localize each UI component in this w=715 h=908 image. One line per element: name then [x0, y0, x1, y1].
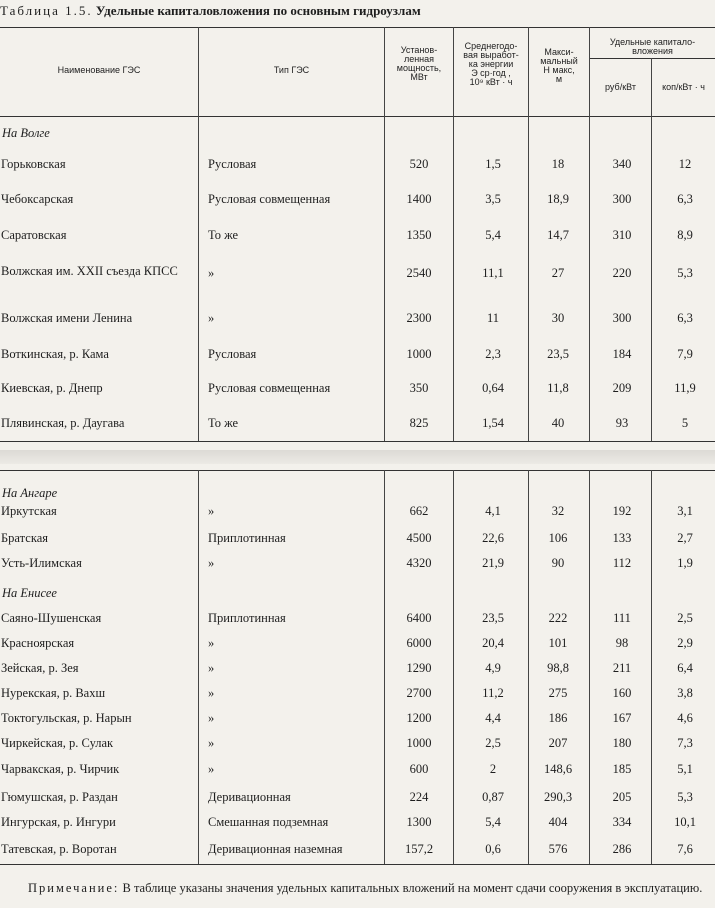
header-head-line: м: [555, 74, 563, 84]
capital-rub-per-kw: 209: [612, 381, 632, 395]
col-rule-3: [453, 27, 454, 441]
max-head: 207: [548, 736, 568, 750]
table-caption: [0, 3, 421, 19]
station-name: Саратовская: [1, 228, 67, 242]
header-bottom-rule: [0, 116, 715, 117]
annual-energy: 11,1: [482, 266, 504, 280]
capital-kop-per-kwh: 1,9: [677, 556, 693, 570]
col-rule-5-lower: [589, 470, 590, 864]
capital-kop-per-kwh: 5,1: [677, 762, 693, 776]
header-power-line: мощность,: [396, 63, 442, 73]
capital-kop-per-kwh: 6,4: [677, 661, 693, 675]
station-type: Русловая: [208, 157, 257, 171]
installed-power: 1400: [406, 192, 432, 206]
capital-kop-per-kwh: 8,9: [677, 228, 693, 242]
station-type: »: [208, 736, 215, 750]
header-name: Наименование ГЭС: [57, 65, 141, 75]
annual-energy: 4,9: [485, 661, 501, 675]
annual-energy: 4,1: [485, 504, 501, 518]
station-name: Волжская им. XXII съезда КПСС: [1, 264, 178, 278]
header-head: [529, 48, 589, 84]
station-type: »: [208, 711, 215, 725]
installed-power: 157,2: [404, 842, 434, 856]
col-rule-2-lower: [384, 470, 385, 864]
header-energy-line: ка энергии: [468, 59, 514, 69]
table-bottom-rule: [0, 864, 715, 865]
installed-power: 1350: [406, 228, 432, 242]
station-name: Токтогульская, р. Нарын: [1, 711, 132, 725]
max-head: 186: [548, 711, 568, 725]
station-type: »: [208, 266, 215, 280]
section-title-volga: На Волге: [2, 126, 50, 140]
col-rule-3-lower: [453, 470, 454, 864]
installed-power: 1290: [406, 661, 432, 675]
header-head-line: мальный: [540, 56, 578, 66]
annual-energy: 5,4: [485, 228, 501, 242]
station-name: Гюмушская, р. Раздан: [1, 790, 118, 804]
installed-power: 1000: [406, 736, 432, 750]
header-kop: коп/кВт · ч: [662, 82, 705, 92]
station-type: »: [208, 636, 215, 650]
station-name: Киевская, р. Днепр: [1, 381, 103, 395]
station-name: Горьковская: [1, 157, 66, 171]
header-power-line: МВт: [410, 72, 428, 82]
capital-kop-per-kwh: 7,6: [677, 842, 693, 856]
header-power: [385, 46, 453, 82]
annual-energy: 0,87: [482, 790, 504, 804]
capital-kop-per-kwh: 5,3: [677, 266, 693, 280]
capital-kop-per-kwh: 7,9: [677, 347, 693, 361]
header-rub: руб/кВт: [605, 82, 636, 92]
capital-rub-per-kw: 98: [615, 636, 629, 650]
header-head-line: Макси-: [544, 47, 574, 57]
col-rule-4: [528, 27, 529, 441]
capital-rub-per-kw: 300: [612, 192, 632, 206]
capital-rub-per-kw: 167: [612, 711, 632, 725]
max-head: 32: [551, 504, 565, 518]
station-type: Русловая совмещенная: [208, 192, 331, 206]
max-head: 222: [548, 611, 568, 625]
capital-kop-per-kwh: 10,1: [674, 815, 696, 829]
capital-kop-per-kwh: 12: [678, 157, 692, 171]
capital-kop-per-kwh: 5: [681, 416, 689, 430]
capital-kop-per-kwh: 2,5: [677, 611, 693, 625]
station-name: Татевская, р. Воротан: [1, 842, 117, 856]
max-head: 11,8: [547, 381, 569, 395]
header-head-line: H макс,: [543, 65, 575, 75]
capital-rub-per-kw: 334: [612, 815, 632, 829]
capital-rub-per-kw: 340: [612, 157, 632, 171]
installed-power: 6000: [406, 636, 432, 650]
capital-kop-per-kwh: 3,8: [677, 686, 693, 700]
installed-power: 4320: [406, 556, 432, 570]
max-head: 576: [548, 842, 568, 856]
capital-kop-per-kwh: 4,6: [677, 711, 693, 725]
max-head: 404: [548, 815, 568, 829]
station-type: Деривационная: [208, 790, 291, 804]
installed-power: 4500: [406, 531, 432, 545]
station-type: »: [208, 311, 215, 325]
station-name: Волжская имени Ленина: [1, 311, 133, 325]
station-name: Усть-Илимская: [1, 556, 82, 570]
capital-kop-per-kwh: 5,3: [677, 790, 693, 804]
capital-kop-per-kwh: 2,7: [677, 531, 693, 545]
header-type: Тип ГЭС: [273, 65, 310, 75]
header-power-line: Установ-: [400, 45, 438, 55]
max-head: 90: [551, 556, 565, 570]
station-name: Братская: [1, 531, 48, 545]
station-name: Иркутская: [1, 504, 57, 518]
max-head: 18,9: [547, 192, 569, 206]
capital-kop-per-kwh: 11,9: [674, 381, 696, 395]
annual-energy: 3,5: [485, 192, 501, 206]
capital-rub-per-kw: 160: [612, 686, 632, 700]
installed-power: 662: [409, 504, 429, 518]
header-energy-line: 10⁹ кВт · ч: [469, 77, 513, 87]
note-label: Примечание:: [28, 881, 120, 895]
station-type: Приплотинная: [208, 611, 286, 625]
header-capital-line: вложения: [632, 46, 673, 56]
station-name: Плявинская, р. Даугава: [1, 416, 125, 430]
annual-energy: 2,3: [485, 347, 501, 361]
capital-rub-per-kw: 286: [612, 842, 632, 856]
section-title-yenisei: На Енисее: [2, 586, 57, 600]
annual-energy: 1,54: [482, 416, 504, 430]
max-head: 275: [548, 686, 568, 700]
col-rule-4-lower: [528, 470, 529, 864]
header-energy-line: Э ср·год ,: [471, 68, 511, 78]
col-rule-2: [384, 27, 385, 441]
installed-power: 1000: [406, 347, 432, 361]
annual-energy: 1,5: [485, 157, 501, 171]
station-name: Нурекская, р. Вахш: [1, 686, 106, 700]
max-head: 30: [551, 311, 565, 325]
header-power-line: ленная: [403, 54, 435, 64]
installed-power: 600: [409, 762, 429, 776]
capital-rub-per-kw: 300: [612, 311, 632, 325]
annual-energy: 0,6: [485, 842, 501, 856]
max-head: 101: [548, 636, 568, 650]
capital-rub-per-kw: 93: [615, 416, 629, 430]
capital-rub-per-kw: 180: [612, 736, 632, 750]
capital-rub-per-kw: 111: [613, 611, 631, 625]
station-type: Деривационная наземная: [208, 842, 343, 856]
station-type: То же: [208, 416, 239, 430]
station-name: Саяно-Шушенская: [1, 611, 102, 625]
max-head: 23,5: [547, 347, 569, 361]
annual-energy: 22,6: [482, 531, 504, 545]
station-type: »: [208, 556, 215, 570]
installed-power: 2700: [406, 686, 432, 700]
station-name: Чарвакская, р. Чирчик: [1, 762, 120, 776]
installed-power: 2300: [406, 311, 432, 325]
capital-rub-per-kw: 133: [612, 531, 632, 545]
annual-energy: 4,4: [485, 711, 501, 725]
header-energy: [454, 42, 528, 87]
capital-subheader-rule: [590, 58, 715, 59]
station-type: Русловая: [208, 347, 257, 361]
annual-energy: 2: [489, 762, 497, 776]
table-top-rule: [0, 27, 715, 28]
caption-title: Удельные капиталовложения по основным гидроузлам: [95, 3, 421, 18]
installed-power: 6400: [406, 611, 432, 625]
station-type: »: [208, 762, 215, 776]
station-name: Красноярская: [1, 636, 75, 650]
note-text: В таблице указаны значения удельных капитальных вложений на момент сдачи сооружения в эксплуатацию.: [122, 881, 703, 895]
station-name: Воткинская, р. Кама: [1, 347, 109, 361]
annual-energy: 0,64: [482, 381, 504, 395]
max-head: 18: [551, 157, 565, 171]
capital-rub-per-kw: 205: [612, 790, 632, 804]
capital-kop-per-kwh: 6,3: [677, 192, 693, 206]
capital-rub-per-kw: 184: [612, 347, 632, 361]
col-rule-1: [198, 27, 199, 441]
col-rule-1-lower: [198, 470, 199, 864]
annual-energy: 5,4: [485, 815, 501, 829]
table-note: [0, 881, 715, 895]
max-head: 14,7: [547, 228, 569, 242]
annual-energy: 21,9: [482, 556, 504, 570]
volga-bottom-rule: [0, 441, 715, 442]
annual-energy: 11: [486, 311, 500, 325]
station-type: »: [208, 686, 215, 700]
capital-rub-per-kw: 185: [612, 762, 632, 776]
installed-power: 2540: [406, 266, 432, 280]
max-head: 106: [548, 531, 568, 545]
max-head: 40: [551, 416, 565, 430]
annual-energy: 11,2: [482, 686, 504, 700]
capital-kop-per-kwh: 7,3: [677, 736, 693, 750]
annual-energy: 2,5: [485, 736, 501, 750]
station-type: То же: [208, 228, 239, 242]
station-type: Русловая совмещенная: [208, 381, 331, 395]
installed-power: 224: [409, 790, 429, 804]
capital-rub-per-kw: 112: [612, 556, 632, 570]
max-head: 27: [551, 266, 565, 280]
max-head: 290,3: [543, 790, 573, 804]
station-name: Зейская, р. Зея: [1, 661, 79, 675]
capital-rub-per-kw: 310: [612, 228, 632, 242]
installed-power: 350: [409, 381, 429, 395]
station-type: Приплотинная: [208, 531, 286, 545]
installed-power: 825: [409, 416, 429, 430]
station-name: Чебоксарская: [1, 192, 74, 206]
installed-power: 520: [409, 157, 429, 171]
station-type: »: [208, 504, 215, 518]
header-capital: [590, 38, 715, 56]
capital-kop-per-kwh: 6,3: [677, 311, 693, 325]
caption-label: Таблица 1.5.: [0, 3, 93, 18]
capital-rub-per-kw: 211: [612, 661, 632, 675]
section-title-angara: На Ангаре: [2, 486, 58, 500]
installed-power: 1300: [406, 815, 432, 829]
station-type: Смешанная подземная: [208, 815, 329, 829]
capital-kop-per-kwh: 2,9: [677, 636, 693, 650]
station-type: »: [208, 661, 215, 675]
header-energy-line: вая выработ-: [463, 50, 519, 60]
page-fold-band: [0, 450, 715, 464]
max-head: 148,6: [543, 762, 573, 776]
header-energy-line: Среднегодо-: [464, 41, 518, 51]
installed-power: 1200: [406, 711, 432, 725]
lower-part-top-rule: [0, 470, 715, 471]
capital-rub-per-kw: 192: [612, 504, 632, 518]
annual-energy: 23,5: [482, 611, 504, 625]
station-name: Ингурская, р. Ингури: [1, 815, 116, 829]
capital-kop-per-kwh: 3,1: [677, 504, 693, 518]
max-head: 98,8: [547, 661, 569, 675]
header-capital-line: Удельные капитало-: [609, 37, 696, 47]
annual-energy: 20,4: [482, 636, 504, 650]
capital-rub-per-kw: 220: [612, 266, 632, 280]
station-name: Чиркейская, р. Сулак: [1, 736, 114, 750]
